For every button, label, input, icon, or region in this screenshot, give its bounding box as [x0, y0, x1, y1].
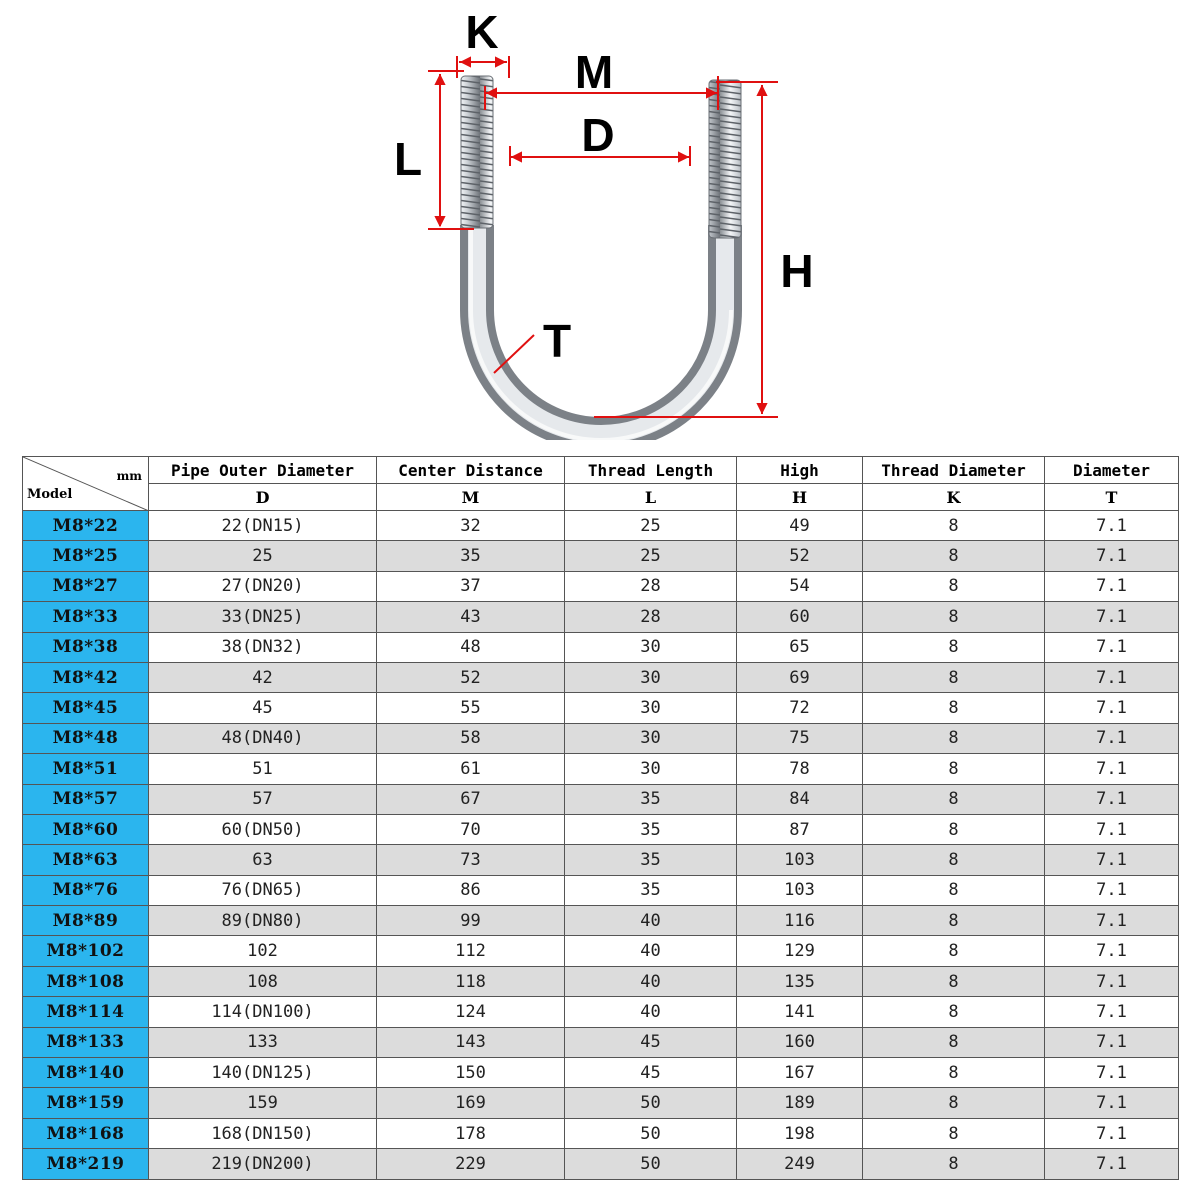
table-row [23, 723, 1179, 753]
model-cell: M8*89 [23, 906, 149, 936]
table-cell: 35 [565, 875, 737, 905]
table-cell: 135 [737, 966, 863, 996]
table-cell: 7.1 [1045, 1118, 1179, 1148]
table-row [23, 845, 1179, 875]
table-cell: 45 [149, 693, 377, 723]
table-cell: 60(DN50) [149, 814, 377, 844]
header-symbol-d: D [149, 484, 377, 511]
corner-cell [23, 457, 149, 511]
table-cell: 7.1 [1045, 693, 1179, 723]
table-cell: 48(DN40) [149, 723, 377, 753]
table-cell: 103 [737, 875, 863, 905]
table-cell: 38(DN32) [149, 632, 377, 662]
table-cell: 159 [149, 1088, 377, 1118]
table-cell: 7.1 [1045, 906, 1179, 936]
table-cell: 7.1 [1045, 966, 1179, 996]
table-cell: 8 [863, 966, 1045, 996]
table-cell: 8 [863, 754, 1045, 784]
table-row [23, 966, 1179, 996]
table-cell: 129 [737, 936, 863, 966]
table-cell: 49 [737, 511, 863, 541]
table-cell: 55 [377, 693, 565, 723]
table-cell: 69 [737, 662, 863, 692]
model-cell: M8*48 [23, 723, 149, 753]
header-symbol-row [23, 484, 1179, 511]
table-row [23, 511, 1179, 541]
table-row [23, 1058, 1179, 1088]
table-cell: 45 [565, 1058, 737, 1088]
table-cell: 7.1 [1045, 1058, 1179, 1088]
table-cell: 133 [149, 1027, 377, 1057]
table-row [23, 1118, 1179, 1148]
table-cell: 57 [149, 784, 377, 814]
table-cell: 50 [565, 1149, 737, 1179]
table-cell: 7.1 [1045, 936, 1179, 966]
left-thread [461, 76, 493, 228]
table-cell: 33(DN25) [149, 602, 377, 632]
table-cell: 73 [377, 845, 565, 875]
model-cell: M8*51 [23, 754, 149, 784]
header-high: High [737, 457, 863, 484]
header-symbol-l: L [565, 484, 737, 511]
table-cell: 103 [737, 845, 863, 875]
table-cell: 8 [863, 845, 1045, 875]
table-row [23, 571, 1179, 601]
label-h: H [780, 245, 814, 297]
table-row [23, 875, 1179, 905]
table-cell: 30 [565, 693, 737, 723]
model-cell: M8*168 [23, 1118, 149, 1148]
table-cell: 8 [863, 1088, 1045, 1118]
table-cell: 78 [737, 754, 863, 784]
table-cell: 35 [377, 541, 565, 571]
table-cell: 35 [565, 845, 737, 875]
right-thread [709, 80, 741, 238]
table-cell: 108 [149, 966, 377, 996]
header-symbol-t: T [1045, 484, 1179, 511]
header-pipe-outer-diameter: Pipe Outer Diameter [149, 457, 377, 484]
table-cell: 7.1 [1045, 723, 1179, 753]
table-cell: 40 [565, 966, 737, 996]
table-row [23, 1149, 1179, 1179]
header-symbol-m: M [377, 484, 565, 511]
table-cell: 198 [737, 1118, 863, 1148]
model-cell: M8*63 [23, 845, 149, 875]
table-cell: 249 [737, 1149, 863, 1179]
table-cell: 30 [565, 632, 737, 662]
spec-table [22, 456, 1179, 1180]
table-cell: 40 [565, 906, 737, 936]
table-cell: 114(DN100) [149, 997, 377, 1027]
table-row [23, 602, 1179, 632]
table-cell: 8 [863, 632, 1045, 662]
model-cell: M8*140 [23, 1058, 149, 1088]
table-cell: 35 [565, 784, 737, 814]
table-row [23, 632, 1179, 662]
table-row [23, 754, 1179, 784]
table-cell: 42 [149, 662, 377, 692]
table-cell: 37 [377, 571, 565, 601]
model-cell: M8*219 [23, 1149, 149, 1179]
u-bolt-body [471, 225, 731, 440]
table-cell: 28 [565, 602, 737, 632]
table-cell: 40 [565, 936, 737, 966]
table-cell: 25 [565, 541, 737, 571]
table-cell: 7.1 [1045, 1149, 1179, 1179]
table-cell: 43 [377, 602, 565, 632]
table-cell: 51 [149, 754, 377, 784]
u-bolt-diagram [0, 0, 1200, 440]
table-cell: 7.1 [1045, 571, 1179, 601]
table-cell: 7.1 [1045, 997, 1179, 1027]
table-cell: 116 [737, 906, 863, 936]
header-center-distance: Center Distance [377, 457, 565, 484]
model-cell: M8*108 [23, 966, 149, 996]
table-cell: 45 [565, 1027, 737, 1057]
model-cell: M8*38 [23, 632, 149, 662]
table-cell: 8 [863, 1149, 1045, 1179]
table-cell: 30 [565, 723, 737, 753]
label-l: L [393, 133, 423, 185]
model-label: Model [27, 487, 73, 502]
table-cell: 52 [377, 662, 565, 692]
header-symbol-h: H [737, 484, 863, 511]
header-thread-length: Thread Length [565, 457, 737, 484]
model-cell: M8*45 [23, 693, 149, 723]
table-cell: 8 [863, 906, 1045, 936]
table-cell: 8 [863, 723, 1045, 753]
table-row [23, 1088, 1179, 1118]
table-cell: 7.1 [1045, 1088, 1179, 1118]
table-cell: 7.1 [1045, 662, 1179, 692]
table-cell: 8 [863, 541, 1045, 571]
model-cell: M8*22 [23, 511, 149, 541]
table-cell: 178 [377, 1118, 565, 1148]
label-m: M [574, 46, 614, 98]
table-cell: 124 [377, 997, 565, 1027]
corner-diagonal [23, 457, 149, 511]
table-cell: 8 [863, 602, 1045, 632]
model-cell: M8*27 [23, 571, 149, 601]
table-cell: 8 [863, 1058, 1045, 1088]
model-cell: M8*60 [23, 814, 149, 844]
table-cell: 63 [149, 845, 377, 875]
table-cell: 48 [377, 632, 565, 662]
table-cell: 60 [737, 602, 863, 632]
table-cell: 65 [737, 632, 863, 662]
table-cell: 8 [863, 875, 1045, 905]
table-cell: 7.1 [1045, 784, 1179, 814]
table-cell: 30 [565, 662, 737, 692]
table-cell: 7.1 [1045, 602, 1179, 632]
table-cell: 140(DN125) [149, 1058, 377, 1088]
table-cell: 168(DN150) [149, 1118, 377, 1148]
table-cell: 219(DN200) [149, 1149, 377, 1179]
table-cell: 141 [737, 997, 863, 1027]
table-cell: 54 [737, 571, 863, 601]
table-cell: 76(DN65) [149, 875, 377, 905]
table-cell: 89(DN80) [149, 906, 377, 936]
table-row [23, 784, 1179, 814]
model-cell: M8*33 [23, 602, 149, 632]
label-k: K [465, 6, 499, 58]
table-cell: 8 [863, 814, 1045, 844]
table-cell: 150 [377, 1058, 565, 1088]
table-cell: 8 [863, 1118, 1045, 1148]
label-t: T [542, 315, 572, 367]
table-cell: 7.1 [1045, 754, 1179, 784]
table-cell: 50 [565, 1088, 737, 1118]
table-cell: 30 [565, 754, 737, 784]
table-cell: 8 [863, 936, 1045, 966]
table-cell: 7.1 [1045, 875, 1179, 905]
table-row [23, 662, 1179, 692]
table-row [23, 814, 1179, 844]
table-cell: 25 [149, 541, 377, 571]
table-cell: 87 [737, 814, 863, 844]
table-cell: 27(DN20) [149, 571, 377, 601]
table-cell: 58 [377, 723, 565, 753]
table-cell: 84 [737, 784, 863, 814]
model-cell: M8*42 [23, 662, 149, 692]
table-cell: 25 [565, 511, 737, 541]
table-cell: 52 [737, 541, 863, 571]
model-cell: M8*57 [23, 784, 149, 814]
table-row [23, 541, 1179, 571]
table-cell: 28 [565, 571, 737, 601]
table-cell: 8 [863, 662, 1045, 692]
table-cell: 99 [377, 906, 565, 936]
table-cell: 143 [377, 1027, 565, 1057]
table-row [23, 1027, 1179, 1057]
model-cell: M8*76 [23, 875, 149, 905]
label-d: D [581, 109, 615, 161]
spec-table-body [23, 511, 1179, 1180]
table-cell: 7.1 [1045, 632, 1179, 662]
table-cell: 50 [565, 1118, 737, 1148]
table-cell: 86 [377, 875, 565, 905]
table-row [23, 906, 1179, 936]
model-cell: M8*159 [23, 1088, 149, 1118]
table-cell: 61 [377, 754, 565, 784]
table-cell: 8 [863, 511, 1045, 541]
table-cell: 112 [377, 936, 565, 966]
table-row [23, 997, 1179, 1027]
header-diameter: Diameter [1045, 457, 1179, 484]
table-cell: 8 [863, 997, 1045, 1027]
header-symbol-k: K [863, 484, 1045, 511]
table-cell: 8 [863, 784, 1045, 814]
table-cell: 160 [737, 1027, 863, 1057]
table-cell: 32 [377, 511, 565, 541]
table-cell: 169 [377, 1088, 565, 1118]
table-cell: 70 [377, 814, 565, 844]
table-cell: 67 [377, 784, 565, 814]
table-cell: 35 [565, 814, 737, 844]
table-cell: 7.1 [1045, 541, 1179, 571]
table-cell: 7.1 [1045, 511, 1179, 541]
table-cell: 72 [737, 693, 863, 723]
table-cell: 75 [737, 723, 863, 753]
table-row [23, 936, 1179, 966]
table-cell: 167 [737, 1058, 863, 1088]
unit-label: mm [116, 469, 142, 483]
table-cell: 8 [863, 571, 1045, 601]
header-name-row [23, 457, 1179, 484]
table-cell: 102 [149, 936, 377, 966]
table-row [23, 693, 1179, 723]
table-cell: 7.1 [1045, 845, 1179, 875]
table-cell: 8 [863, 693, 1045, 723]
table-cell: 118 [377, 966, 565, 996]
header-thread-diameter: Thread Diameter [863, 457, 1045, 484]
model-cell: M8*133 [23, 1027, 149, 1057]
table-cell: 7.1 [1045, 1027, 1179, 1057]
table-cell: 7.1 [1045, 814, 1179, 844]
table-cell: 229 [377, 1149, 565, 1179]
table-cell: 22(DN15) [149, 511, 377, 541]
table-cell: 189 [737, 1088, 863, 1118]
model-cell: M8*114 [23, 997, 149, 1027]
model-cell: M8*102 [23, 936, 149, 966]
table-cell: 8 [863, 1027, 1045, 1057]
model-cell: M8*25 [23, 541, 149, 571]
table-cell: 40 [565, 997, 737, 1027]
